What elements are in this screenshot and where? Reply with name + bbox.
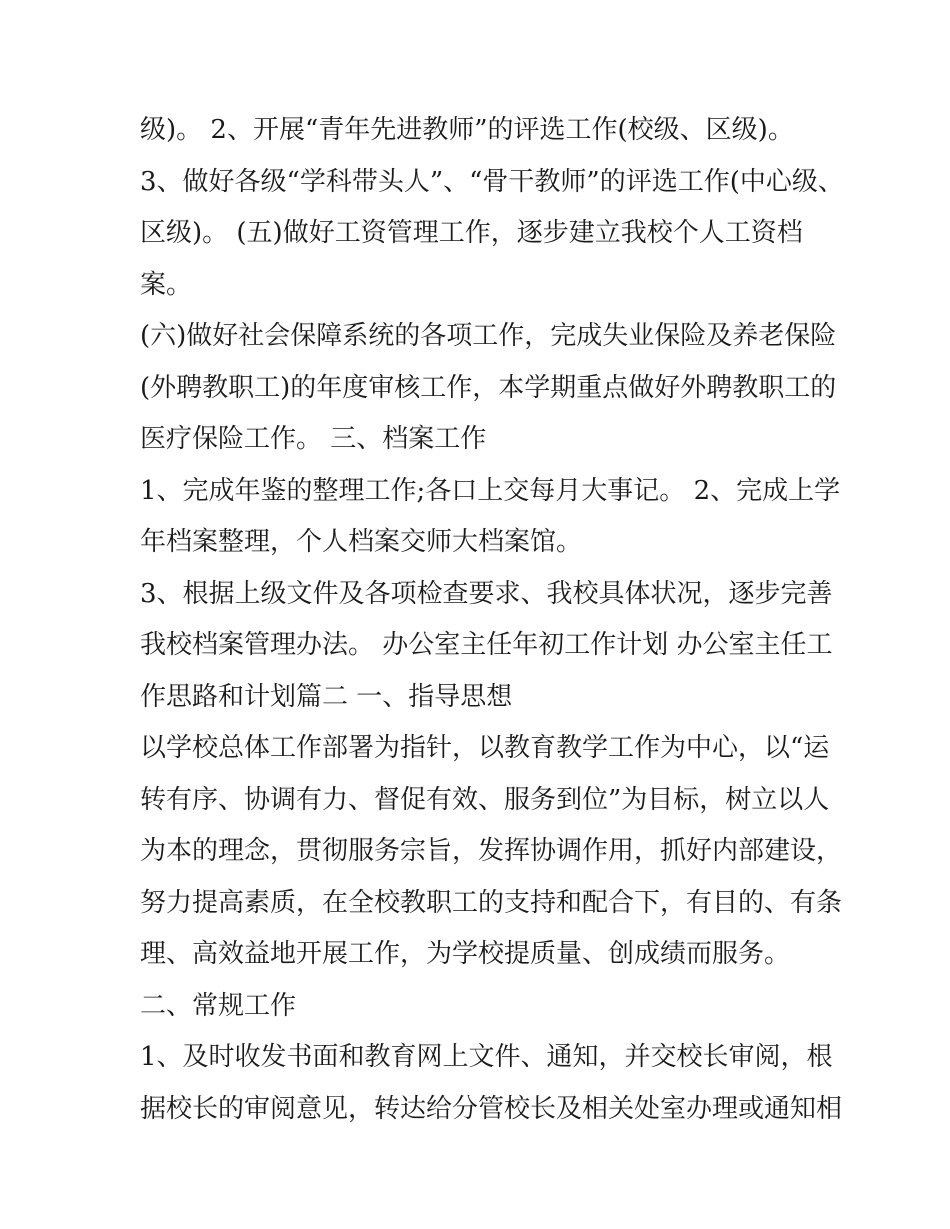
text-line-13: 以学校总体工作部署为指针，以教育教学工作为中心，以“运 xyxy=(140,733,830,763)
text-line-6: (外聘教职工)的年度审核工作，本学期重点做好外聘教职工的 xyxy=(140,372,837,403)
text-line-18: 二、常规工作 xyxy=(140,990,297,1021)
text-line-12: 作思路和计划篇二 一、指导思想 xyxy=(140,681,513,712)
text-line-3: 区级)。 (五)做好工资管理工作，逐步建立我校个人工资档 xyxy=(140,218,803,248)
text-line-14: 转有序、协调有力、督促有效、服务到位”为目标，树立以人 xyxy=(140,784,830,815)
text-line-1: 级)。 2、开展“青年先进教师”的评选工作(校级、区级)。 xyxy=(140,115,794,145)
text-line-15: 为本的理念，贯彻服务宗旨，发挥协调作用，抓好内部建设， xyxy=(140,836,843,866)
document-body xyxy=(140,108,844,1138)
text-line-11: 我校档案管理办法。 办公室主任年初工作计划 办公室主任工 xyxy=(140,630,833,660)
text-line-16: 努力提高素质，在全校教职工的支持和配合下，有目的、有条 xyxy=(140,887,843,918)
text-line-19: 1、及时收发书面和教育网上文件、通知，并交校长审阅，根 xyxy=(140,1042,833,1072)
text-line-4: 案。 xyxy=(140,269,193,300)
text-line-5: (六)做好社会保障系统的各项工作，完成失业保险及养老保险 xyxy=(140,321,837,351)
text-line-7: 医疗保险工作。 三、档案工作 xyxy=(140,424,487,454)
text-line-2: 3、做好各级“学科带头人”、“骨干教师”的评选工作(中心级、 xyxy=(140,166,844,197)
text-line-10: 3、根据上级文件及各项检查要求、我校具体状况，逐步完善 xyxy=(140,578,833,609)
text-line-20: 据校长的审阅意见，转达给分管校长及相关处室办理或通知相 xyxy=(140,1093,843,1124)
text-line-8: 1、完成年鉴的整理工作;各口上交每月大事记。 2、完成上学 xyxy=(140,475,841,506)
text-line-9: 年档案整理，个人档案交师大档案馆。 xyxy=(140,527,583,557)
text-line-17: 理、高效益地开展工作，为学校提质量、创成绩而服务。 xyxy=(140,939,791,969)
